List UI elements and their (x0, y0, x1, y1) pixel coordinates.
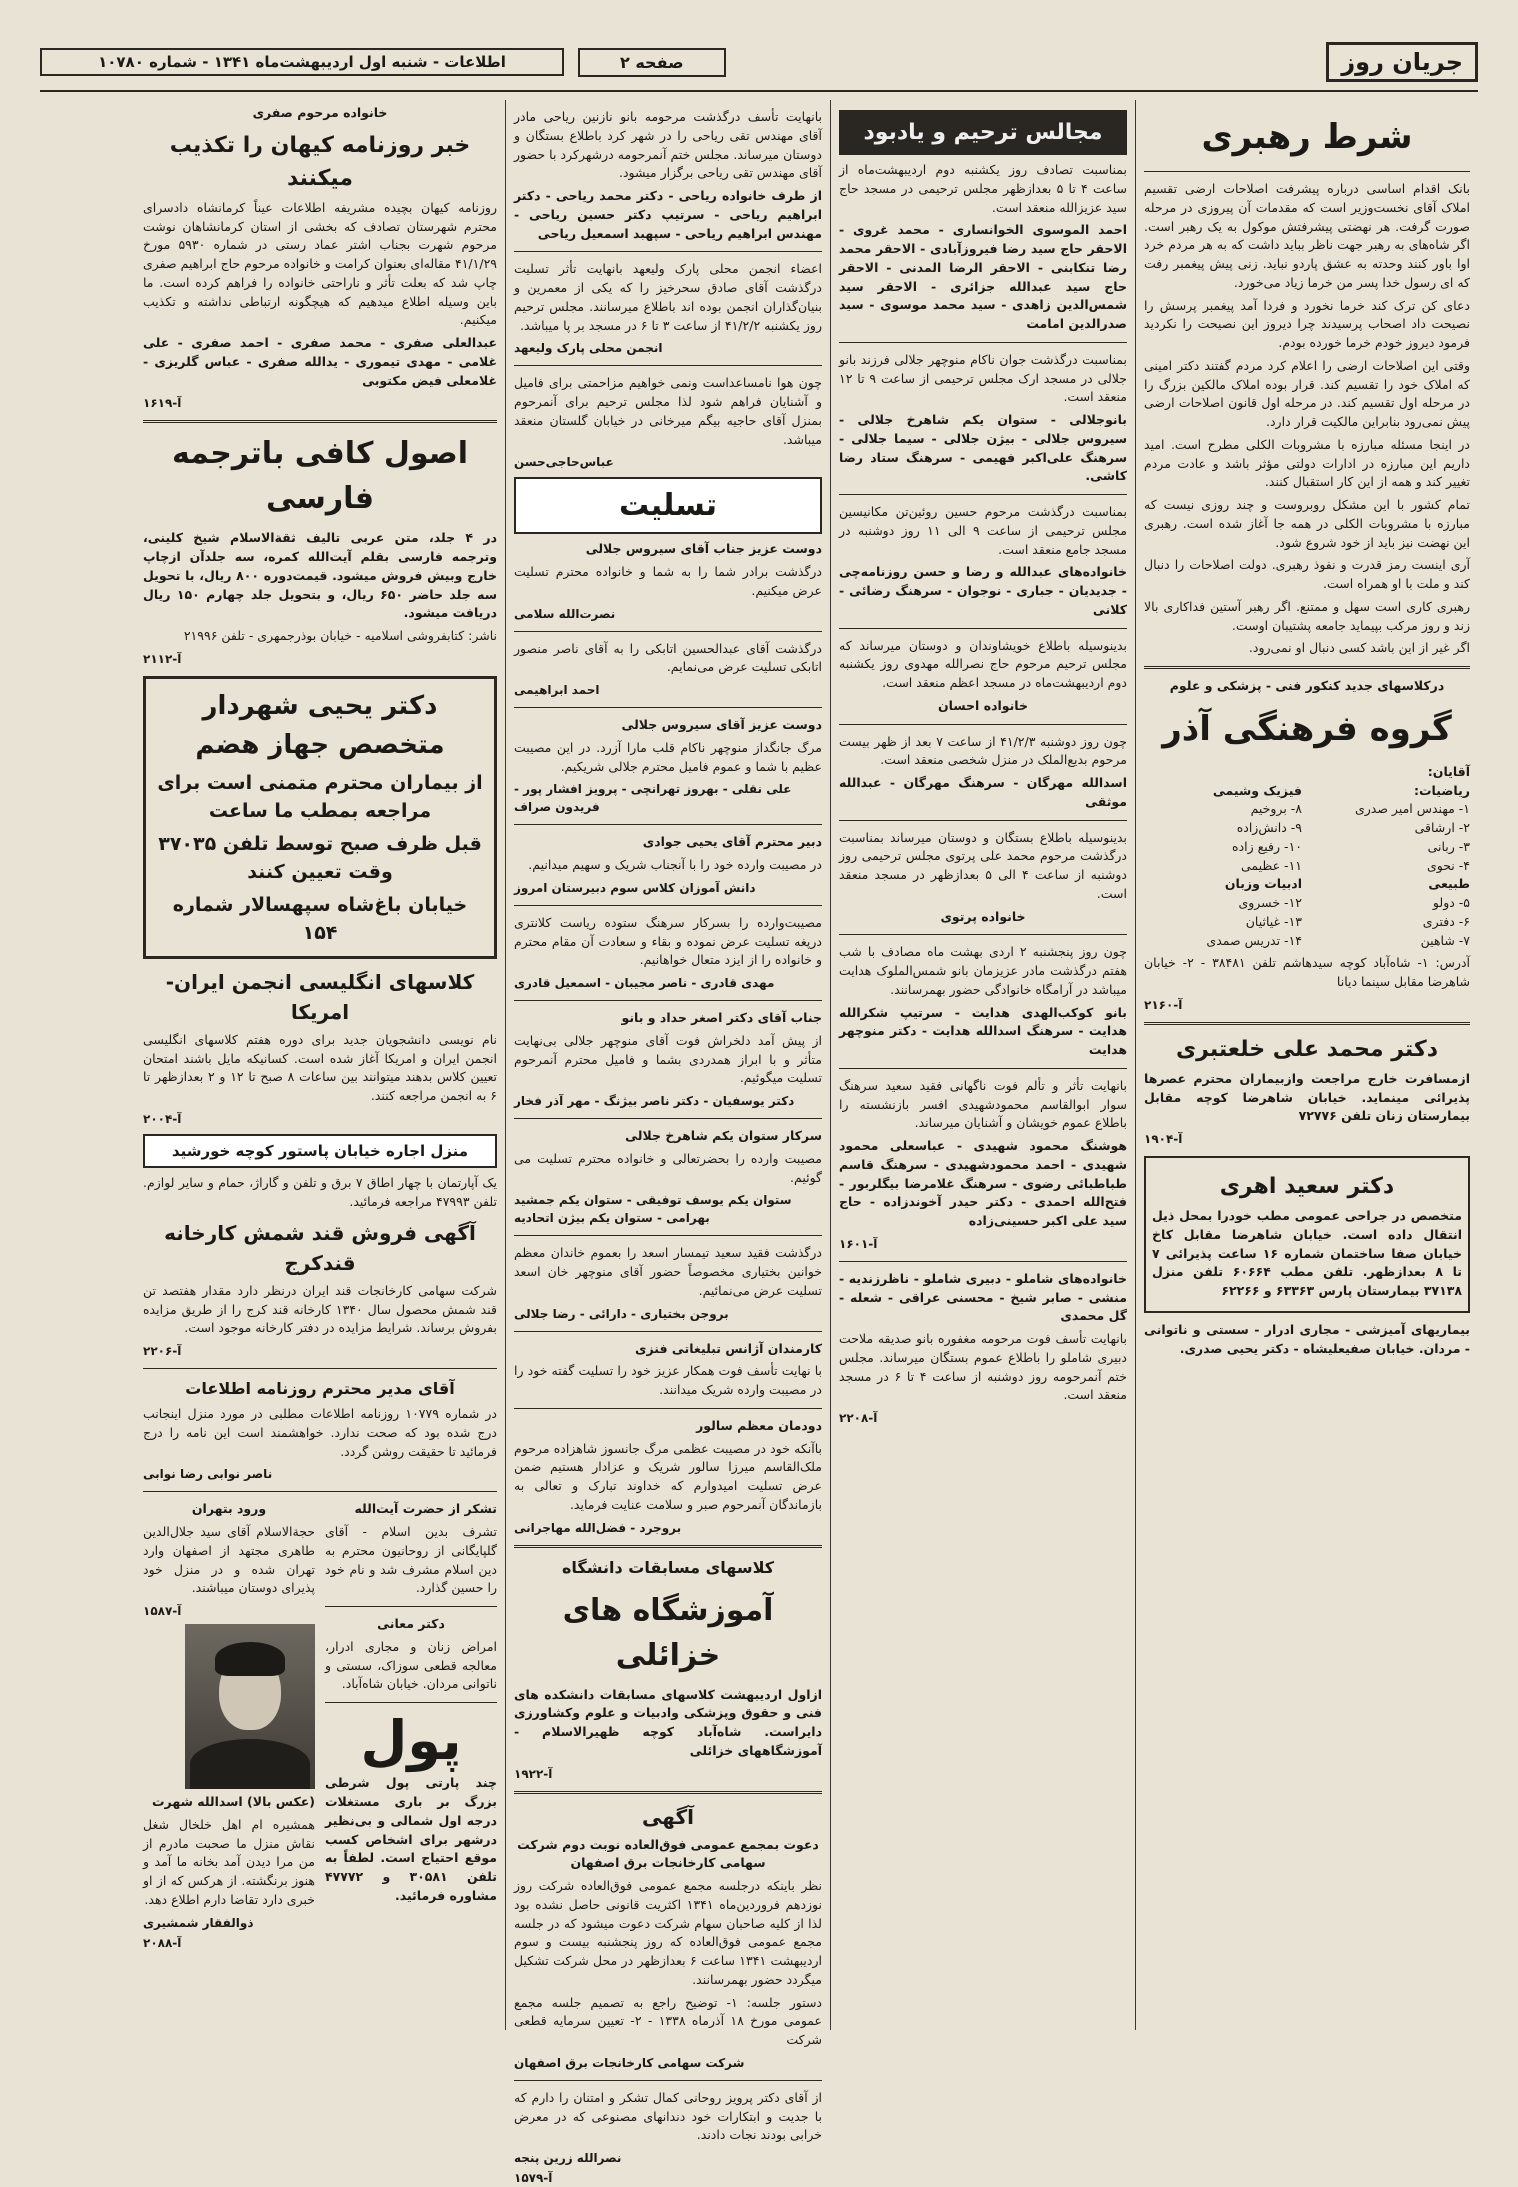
majales-item: بانهایت تأسف فوت مرحومه مغفوره بانو صدیقه ملاحت دبیری شاملو را باطلاع عموم بستگان میرساند. مجلس ختم آنمرحومه روز دوشنبه از ساعت ۴ تا ۶ در مسجد منعقد است. (839, 1331, 1127, 1403)
khalatbari-title: دکتر محمد علی خلعتبری (1176, 1036, 1438, 1062)
notice-sig: شرکت سهامی کارخانجات برق اصفهان (514, 2055, 745, 2070)
taslit-item: درگذشت آقای عبدالحسین اتابکی را به آقای ناصر منصور اتابکی تسلیت عرض می‌نمایم. احمد ابراهیمی (514, 640, 822, 697)
azar-group: فیزیک وشیمی ۸- بروخیم ۹- دانش‌زاده ۱۰- رفیع زاده ۱۱- عظیمی ادبیات وزبان ۱۲- خسروی ۱۳- غیاثیان ۱۴- تدریس صمدی (1206, 782, 1302, 948)
usul-pub: ناشر: کتابفروشی اسلامیه - خیابان بوذرجمهری - تلفن ۲۱۹۹۶ (183, 628, 497, 643)
taslit-item: مصیبت‌وارده را بسرکار سرهنگ ستوده ریاست کلانتری درپغه تسلیت عرض نموده و بقاء و سعادت آن مقام محترم و خانواده را از ایزد متعال خواهانیم. مهدی قادری - ناصر مجیبان - اسمعیل قادری (514, 914, 822, 990)
azar-group: ریاضیات: ۱- مهندس امیر صدری ۲- ارشاقی ۳- ربانی ۴- نحوی طبیعی ۵- دولو ۶- دفتری ۷- شاهین (1354, 782, 1470, 948)
doctor-box (143, 676, 497, 959)
usul-ref: آ-۲۱۱۲ (143, 651, 182, 666)
jarian-para: دعای کن ترک کند خرما نخورد و فردا آمد پیغمبر پرسش را نصیحت داد اصحاب پرسیدند چرا دیروز این نصیحت را نکردید فرمود دیروز خودم خرما خورده بودم. (1144, 297, 1470, 350)
family-head: خانواده مرحوم صفری (252, 105, 388, 120)
azar-ref: آ-۲۱۶۰ (1144, 997, 1183, 1012)
majales-item: خانواده‌های شاملو - دبیری شاملو - ناظرزندیه - منشی - صابر شیخ - محسنی عراقی - شعله - گل محمدی (839, 1270, 1127, 1324)
majales-item: بمناسبت تصادف روز یکشنبه دوم اردیبهشت‌ماه از ساعت ۴ تا ۵ بعدازظهر مجلس ترحیمی در مسجد حاج سید عزیزالله منعقد است. (839, 162, 1127, 215)
taslit-banner: تسلیت (514, 477, 822, 534)
majales-ref: آ-۲۲۰۸ (839, 1411, 878, 1425)
arrival-text: حجةالاسلام آقای سید جلال‌الدین طاهری مجتهد از اصفهان وارد تهران شده و در منزل خود پذیرای دوستان میباشند. (143, 1524, 315, 1596)
tasliat-notice: بانهایت تأسف درگذشت مرحومه بانو نازنین ریاحی مادر آقای مهندس تقی ریاحی را در شهر کرد باطلاع بستگان و دوستان میرساند. مجلس ختم آنمرحومه درشهرکرد با حضور آقای مهندس تقی ریاحی برگزار میشود. (514, 109, 822, 181)
majales-item: چون روز پنجشنبه ۲ اردی بهشت ماه مصادف با شب هفتم درگذشت مادر عزیزمان بانو شمس‌الملوک هدایت میباشد در آرامگاه خانوادگی حضور بهمرسانند. (839, 944, 1127, 997)
doctor-title: دکتر یحیی شهردار متخصص جهاز هضم (195, 690, 445, 760)
doctor-line: خیابان باغ‌شاه سپهسالار شماره ۱۵۴ (172, 893, 468, 945)
notice-title: آگهی (642, 1804, 694, 1829)
tasliat-notice: چون هوا نامساعداست ونمی خواهیم مزاحمتی برای فامیل و آشنایان فراهم شود لذا مجلس ترحیم برای آنمرحوم بمنزل آقای حاجیه بیگم میرخانی در خیابان گلستان منعقد میباشد. (514, 375, 822, 447)
notice-agenda: دستور جلسه: ۱- توضیح راجع به تصمیم جلسه مجمع عمومی مورخ ۱۸ آذرماه ۱۳۳۸ - ۲- تعیین سرمایه قطعی شرکت (514, 1994, 823, 2047)
jarian-para: در اینجا مسئله مبارزه با مشروبات الکلی مطرح است. امید داریم این مبارزه در ادارات دولتی مؤثر باشد و عادت مردم تغییر کند و همه از این کار استقبال کنند. (1144, 436, 1470, 490)
taslit-item: دوست عزیز جناب آقای سیروس جلالی درگذشت برادر شما را به شما و خانواده محترم تسلیت عرض میکنیم. نصرت‌الله سلامی (514, 541, 822, 621)
khalatbari-ref: آ-۱۹۰۴ (1144, 1132, 1183, 1146)
column-taslit (505, 100, 830, 2185)
column-ads (135, 100, 505, 2030)
azar-groups (1144, 782, 1470, 951)
thanks-sig: نصرالله زرین پنجه (514, 2151, 622, 2165)
taslit-item: درگذشت فقید سعید تیمسار اسعد را بعموم خاندان معظم خوانین بختیاری مخصوصاً حضور آقای منوچهر خان اسعد تسلیت عرض می‌نمائیم. بروجن بختیاری - دارائی - رضا جلالی (514, 1245, 822, 1321)
taslit-item: جناب آقای دکتر اصغر حداد و بانو از پیش آمد دلخراش فوت آقای منوچهر جلالی بی‌نهایت متأثر و با ابراز همدردی بشما و فامیل محترم آنمرحوم تسلیت میگوئیم. دکتر یوسفیان - دکتر ناصر بیژنگ - مهر آذر فخار (514, 1010, 822, 1108)
tasliat-notice: اعضاء انجمن محلی پارک ولیعهد بانهایت تأثر تسلیت درگذشت آقای صادق سحرخیز را که یکی از معمرین و بنیان‌گذاران انجمن بوده اند باطلاع میرسانند. مجلس ترحیم روز یکشنبه ۴۱/۲/۲ از ساعت ۳ تا ۶ در مسجد بر پا میباشد. (514, 261, 822, 333)
thanks-text: از آقای دکتر پرویز روحانی کمال تشکر و امتنان را دارم که با جدیت و ابتکارات خود دندانهای مصنوعی که در معرض خرابی بودند نجات دادند. (514, 2089, 822, 2143)
majales-item: بدینوسیله باطلاع خویشاوندان و دوستان میرساند که مجلس ترحیم مرحوم حاج نصرالله مهدوی روز یکشنبه دوم اردیبهشت‌ماه در مسجد اعظم منعقد است. (839, 637, 1127, 690)
doctor2-text: امراض زنان و مجاری ادرار، معالجه قطعی سوزاک، سستی و ناتوانی مردان. خیابان شاه‌آباد. (325, 1638, 497, 1692)
sadri-footer: بیماریهای آمیزشی - مجاری ادرار - سستی و ناتوانی - مردان. خیابان صفیعلیشاه - دکتر یحیی صدری. (1144, 1321, 1470, 1356)
azar-title: گروه فرهنگی آذر (1162, 708, 1452, 749)
majales-item: خانواده پرتوی (940, 908, 1026, 924)
doctor-line: قبل ظرف صبح توسط تلفن ۳۷۰۳۵ وقت تعیین کنند (158, 832, 482, 884)
jarian-para: اگر غیر از این باشد کسی دنبال او نمی‌رود. (1248, 640, 1470, 656)
english-text: نام نویسی دانشجویان جدید برای دوره هفتم کلاسهای انگلیسی انجمن ایران و امریکا آغاز شده است. کسانیکه مایل باشند امتحان تعیین کلاس بدهند میتوانند بین ساعات ۸ صبح تا ۱۲ و ۲ بعدازظهر تا ۶ به انجمن مراجعه کنند. (143, 1031, 498, 1103)
english-ref: آ-۲۰۰۴ (143, 1111, 182, 1126)
editor-title: آقای مدیر محترم روزنامه اطلاعات (185, 1379, 455, 1398)
kayhan-sig: عبدالعلی صفری - محمد صفری - احمد صفری - علی غلامی - مهدی تیموری - یدالله صفری - عباس گلریزی - غلامعلی فیض مکتوبی (143, 335, 497, 388)
sugar-text: شرکت سهامی کارخانجات قند ایران درنظر دارد مقدار هفتصد تن قند شمش محصول سال ۱۳۴۰ کارخانه قند کرج را از طریق مزایده بفروش برساند. شرایط مزایده در دفتر کارخانه موجود است. (143, 1282, 497, 1336)
jarian-para: وقتی این اصلاحات ارضی را اعلام کرد مردم گفتند دکتر امینی که املاک خود را تقسیم کند. قرار بوده املاک مالکین بزرگ را در مرحله اول تقسیم کند. در مرحله اول قانون اصلاحات ارضی پیش نمی‌رود بنابراین مالکیت قرار دارد. (1144, 357, 1470, 429)
univ-ref: آ-۱۹۲۲ (514, 1766, 553, 1781)
arrival-ref: آ-۱۵۸۷ (143, 1604, 182, 1618)
usul-title: اصول کافی باترجمه فارسی (171, 436, 469, 517)
tasliat-from: از طرف خانواده ریاحی - دکتر محمد ریاحی - دکتر ابراهیم ریاحی - سرتیپ دکتر حسین ریاحی - مهندس ابراهیم ریاحی - سپهبد اسمعیل ریاحی (514, 188, 822, 241)
doctor2-title: دکتر معانی (377, 1616, 445, 1631)
usul-text: در ۴ جلد، متن عربی تالیف ثقةالاسلام شیخ کلینی، وترجمه فارسی بقلم آیت‌الله کمره، سه جلدآن ازچاپ خارج وبیش فروش میشود. قیمت‌دوره ۸۰۰ ریال، با تحویل سه جلد حاضر ۶۵۰ ریال، و بتحویل جلد چهارم ۱۵۰ ریال دریافت میشود. (143, 530, 498, 621)
univ-title: آموزشگاه های خزائلی (562, 1592, 774, 1673)
pul-text: چند پارتی پول شرطی بزرگ بر باری مستغلات درجه اول شمالی و بی‌نظیر درشهر برای اشخاص کسب موقع احتیاج است. لطفاً به تلفن ۳۰۵۸۱ و ۴۷۷۷۲ مشاوره فرمائید. (325, 1775, 497, 1903)
bottom-ads (143, 1500, 497, 1951)
photo-caption: (عکس بالا) اسدالله شهرت (152, 1794, 315, 1809)
jarian-para: تمام کشور با این مشکل روبروست و چند روزی نیست که مبارزه با مشروبات الکلی در همه جا آغاز شده است. رهبری این نهضت نیز باید از خود شروع شود. (1144, 497, 1470, 550)
taslit-item: سرکار ستوان یکم شاهرخ جلالی مصیبت وارده را بحضرتعالی و خانواده محترم تسلیت می گوئیم. ستوان یکم یوسف توفیقی - ستوان یکم جمشید بهرامی - ستوان یکم بیژن اتحادیه (514, 1128, 822, 1226)
sugar-ref: آ-۲۲۰۶ (143, 1344, 182, 1358)
majales-item: بانوجلالی - ستوان یکم شاهرخ جلالی - سیروس جلالی - بیژن جلالی - سیما جلالی - سرهنگ علی‌اکبر فهیمی - سرهنگ ستاد رضا کاشی. (839, 412, 1127, 484)
majales-item: اسدالله مهرگان - سرهنگ مهرگان - عبدالله موثقی (839, 775, 1127, 809)
column-name: جریان روز (1326, 42, 1478, 82)
jarian-para: رهبری کاری است سهل و ممتنع. اگر رهبر آستین فداکاری بالا زند و روز مرکب بپیماید جامعه پشتیبان اوست. (1144, 598, 1470, 633)
kayhan-text: روزنامه کیهان بچیده مشریفه اطلاعات عیناً کرمانشاه دادسرای محترم شهرستان تصادف که بخشی از استان کرمانشاهان نوشت مرحوم شهرت بجناب اشتر عماد رستی در شماره ۵۹۳۰ مورخ ۴۱/۱/۲۹ مقاله‌ای بعنوان کرامت و خانواده مرحوم حاج ابراهیم صفری چاپ شد که بعلت تأثر و ناراحتی خانواده را فراهم کرده است. ما باین وسیله اطلاع میدهیم که هیچگونه ارتباطی نداشته و تکذیب میکنیم. (143, 199, 497, 328)
page-number: صفحه ۲ (578, 48, 726, 77)
tashakor-title: تشکر از حضرت آیت‌الله (354, 1501, 497, 1517)
majales-item: چون روز دوشنبه ۴۱/۲/۳ از ساعت ۷ بعد از ظهر بیست مرحوم بدیع‌الملک در منزل شخصی منعقد است. (839, 733, 1127, 768)
english-title: کلاسهای انگلیسی انجمن ایران-امریکا (165, 969, 475, 1024)
thanks-ref: آ-۱۵۷۹ (514, 2171, 553, 2185)
univ-subtitle: کلاسهای مسابقات دانشگاه (561, 1557, 775, 1577)
arrival-title: ورود بتهران (191, 1501, 267, 1517)
ahari-box (1144, 1156, 1470, 1313)
azar-teachers-label: آقایان: (1427, 763, 1470, 779)
masthead (40, 40, 1478, 92)
univ-text: ازاول اردیبهشت کلاسهای مسابقات دانشکده های فنی و حقوق وپزشکی وادبیات و علوم وکشاورزی دایراست. شاه‌آباد کوچه ظهیرالاسلام - آموزشگاههای خزائلی (514, 1686, 822, 1758)
majales-item: بدینوسیله باطلاع بستگان و دوستان میرساند بمناسبت درگذشت مرحوم محمد علی پرتوی مجلس ترحیمی روز دوشنبه از ساعت ۴ الی ۵ بعدازظهر در مسجد منعقد است. (839, 829, 1127, 901)
majales-item: خانواده‌های عبدالله و رضا و حسن روزنامه‌چی - جدیدیان - جباری - نوجوان - سرهنگ رضائی - کلانی (839, 564, 1127, 617)
doctor-line: از بیماران محترم متمنی است برای مراجعه بمطب ما ساعت (157, 771, 483, 823)
tasliat-sig: انجمن محلی پارک ولیعهد (514, 341, 663, 356)
azar-subtitle: درکلاسهای جدید کنکور فنی - پزشکی و علوم (1169, 678, 1445, 693)
majales-item: بمناسبت درگذشت جوان ناکام منوچهر جلالی فرزند بانو جلالی در مسجد ارک مجلس ترحیمی از ساعت ۹ تا ۱۲ منعقد است. (839, 351, 1127, 405)
columns (40, 100, 1478, 2185)
portrait-photo (185, 1624, 315, 1789)
kayhan-ref: آ-۱۶۱۹ (143, 396, 182, 411)
photo-sig: ذوالفقار شمشیری (143, 1915, 254, 1930)
khalatbari-text: ازمسافرت خارج مراجعت وازبیماران محترم عصرها پذیرائی مینماید. خیابان شاهرضا کوچه مقابل بیمارستان زنان تلفن ۷۲۷۷۶ (1144, 1070, 1470, 1124)
azar-address: آدرس: ۱- شاه‌آباد کوچه سیدهاشم تلفن ۳۸۴۸۱ - ۲- خیابان شاهرضا مقابل سینما دیانا (1144, 955, 1470, 989)
tashakor-text: تشرف بدین اسلام - آقای گلپایگانی از روحانیون محترم به دین اسلام مشرف شد و نام خود را حسین گذارد. (325, 1524, 497, 1596)
bottom-ads-right (325, 1500, 497, 1951)
majales-item: بانو کوکب‌الهدی هدایت - سرتیپ شکرالله هدایت - سرهنگ اسدالله هدایت - دکتر منوچهر هدایت (839, 1004, 1127, 1057)
taslit-item: کارمندان آژانس تبلیغاتی فنزی با نهایت تأسف فوت همکار عزیز خود را تسلیت گفته خود را در مصیبت وارده شریک میدانند. (514, 1340, 822, 1397)
majales-item: بانهایت تأثر و تألم فوت ناگهانی فقید سعید سرهنگ سوار ابوالقاسم محمودشهیدی افسر بازنشسته را باطلاع عموم خویشان و آشنایان میرساند. (839, 1077, 1127, 1131)
ahari-text: متخصص در جراحی عمومی مطب خودرا بمحل ذیل انتقال داده است. خیابان شاهرضا مقابل کاخ خیابان صفا ساختمان شماره ۱۶ ساعت پذیرائی ۷ تا ۸ بعدازظهر. تلفن مطب ۶۰۶۶۴ تلفن منزل ۳۷۱۳۸ بیمارستان پارس ۶۳۳۶۳ و ۶۲۲۶۶ (1152, 1208, 1462, 1298)
rent-text: یک آپارتمان با چهار اطاق ۷ برق و تلفن و گاراژ، حمام و سایر لوازم. تلفن ۴۷۹۹۳ مراجعه فرمائید. (143, 1175, 498, 1209)
photo-text: همشیره ام اهل خلخال شغل نقاش منزل ما صحبت مادرم از من مرا دیدن آمد بخانه ما آمد و هنوز برنگشته. از هرکس که از او خبری دارد تقاضا دارم اطلاع دهد. (143, 1816, 315, 1907)
majales-item: هوشنگ محمود شهیدی - عباسعلی محمود شهیدی - احمد محمودشهیدی - سرهنگ قاسم طباطبائی رضوی - سرهنگ غلامرضا بیگلربور - فتح‌الله احمدی - دکتر حیدر آخوندزاده - حاج سید علی اکبر حسینی‌زاده (839, 1138, 1127, 1228)
tasliat-sig: عباس‌حاجی‌حسن (514, 455, 614, 470)
taslit-item: دبیر محترم آقای یحیی جوادی در مصیبت وارده خود را با آنجناب شریک و سهیم میدانیم. دانش آموزان کلاس سوم دبیرستان امروز (514, 834, 822, 895)
majales-item: احمد الموسوی الخوانساری - محمد غروی - الاحقر حاج سید رضا فیروزآبادی - الاحقر محمد رضا تنکابنی - الاحقر الرضا المدنی - الاحقر حاج سید عبدالله جزائری - الاحقر سید شمس‌الدین زاهدی - سید محمد موسوی - سید صدرالدین امامت (839, 222, 1127, 331)
notice-sub: دعوت بمجمع عمومی فوق‌العاده نوبت دوم شرکت سهامی کارخانجات برق اصفهان (517, 1836, 819, 1871)
jarian-title: شرط رهبری (1201, 117, 1413, 157)
ahari-title: دکتر سعید اهری (1219, 1174, 1395, 1199)
dateline: اطلاعات - شنبه اول اردیبهشت‌ماه ۱۳۴۱ - شماره ۱۰۷۸۰ (40, 48, 564, 76)
kayhan-head: خبر روزنامه کیهان را تکذیب میکنند (169, 132, 471, 191)
jarian-para: بانک اقدام اساسی درباره پیشرفت اصلاحات ارضی تقسیم املاک آقای نخست‌وزیر است که مقدمات آن پیروزی در مرحله صورت گرفت. هر نهضتی پیشرفتش موکول به یک رهبر است. اگر شاه‌های به رهبر جهت ناظر بباید داشت که به هر مردم خرد اوا باور کنند وحدته به عشق پاردو نباید. زنی پیش پیغمبر رفت که ای رسول خدا پسر من خرما زیاد می‌خورد. (1144, 181, 1470, 290)
rent-title: منزل اجاره خیابان پاستور کوچه خورشید (143, 1134, 497, 1169)
photo-ref: آ-۲۰۸۸ (143, 1935, 182, 1950)
majales-item: بمناسبت درگذشت مرحوم حسین روئین‌تن مکانیسین مجلس ترحیمی از ساعت ۹ الی ۱۱ روز دوشنبه در مسجد جامع منعقد است. (839, 504, 1127, 557)
majales-ref: آ-۱۶۰۱ (839, 1236, 878, 1251)
taslit-item: دوست عزیز آقای سیروس جلالی مرگ جانگداز منوچهر ناکام قلب مارا آزرد. در این مصیبت عظیم با شما و عموم فامیل محترم جلالی شریکیم. علی نقلی - بهروز تهرانچی - پرویز افشار پور - فریدون صراف (514, 717, 822, 815)
jarian-para: آری اینست رمز قدرت و نفوذ رهبری. دولت اصلاحات را دنبال کند و ملت با او همراه است. (1144, 557, 1470, 591)
majales-banner: مجالس ترحیم و یادبود (839, 110, 1127, 155)
column-jarian (1135, 100, 1478, 2030)
taslit-item: دودمان معظم سالور باآنکه خود در مصیبت عظمی مرگ جانسوز شاهزاده مرحوم ملک‌القاسم میرزا سالور شریک و عزادار هستیم ضمن عرض تسلیت امیدوارم که خداوند تبارک و تعالی به بازماندگان آنمرحوم صبر و سلامت عنایت فرماید. بروجرد - فضل‌الله مهاجرانی (514, 1417, 822, 1535)
sugar-title: آگهی فروش قند شمش کارخانه قندکرج (164, 1220, 476, 1275)
editor-text: در شماره ۱۰۷۷۹ روزنامه اطلاعات مطلبی در مورد منزل اینجانب درج شده بود که صحت ندارد. خواهشمند است این نامه را درج فرمائید تا حقیقت روشن گردد. (143, 1406, 497, 1459)
bottom-ads-left (143, 1500, 315, 1951)
editor-sig: ناصر نوابی رضا نوابی (143, 1467, 273, 1482)
notice-text: نظر باینکه درجلسه مجمع عمومی فوق‌العاده شرکت روز نوزدهم فروردین‌ماه ۱۳۴۱ اکثریت قانونی حاصل نشده بود لذا از کلیه صاحبان سهام شرکت دعوت میشود که در جلسه مجمع عمومی فوق‌العاده که روز پنجشنبه بیست و سوم اردیبهشت ۱۳۴۱ ساعت ۶ بعدازظهر در محل شرکت تشکیل میگردد حضور بهمرسانند. (514, 1878, 822, 1987)
majales-item: خانواده احسان (937, 697, 1029, 713)
pul-word: پول (360, 1709, 462, 1772)
column-majales (830, 100, 1135, 2030)
